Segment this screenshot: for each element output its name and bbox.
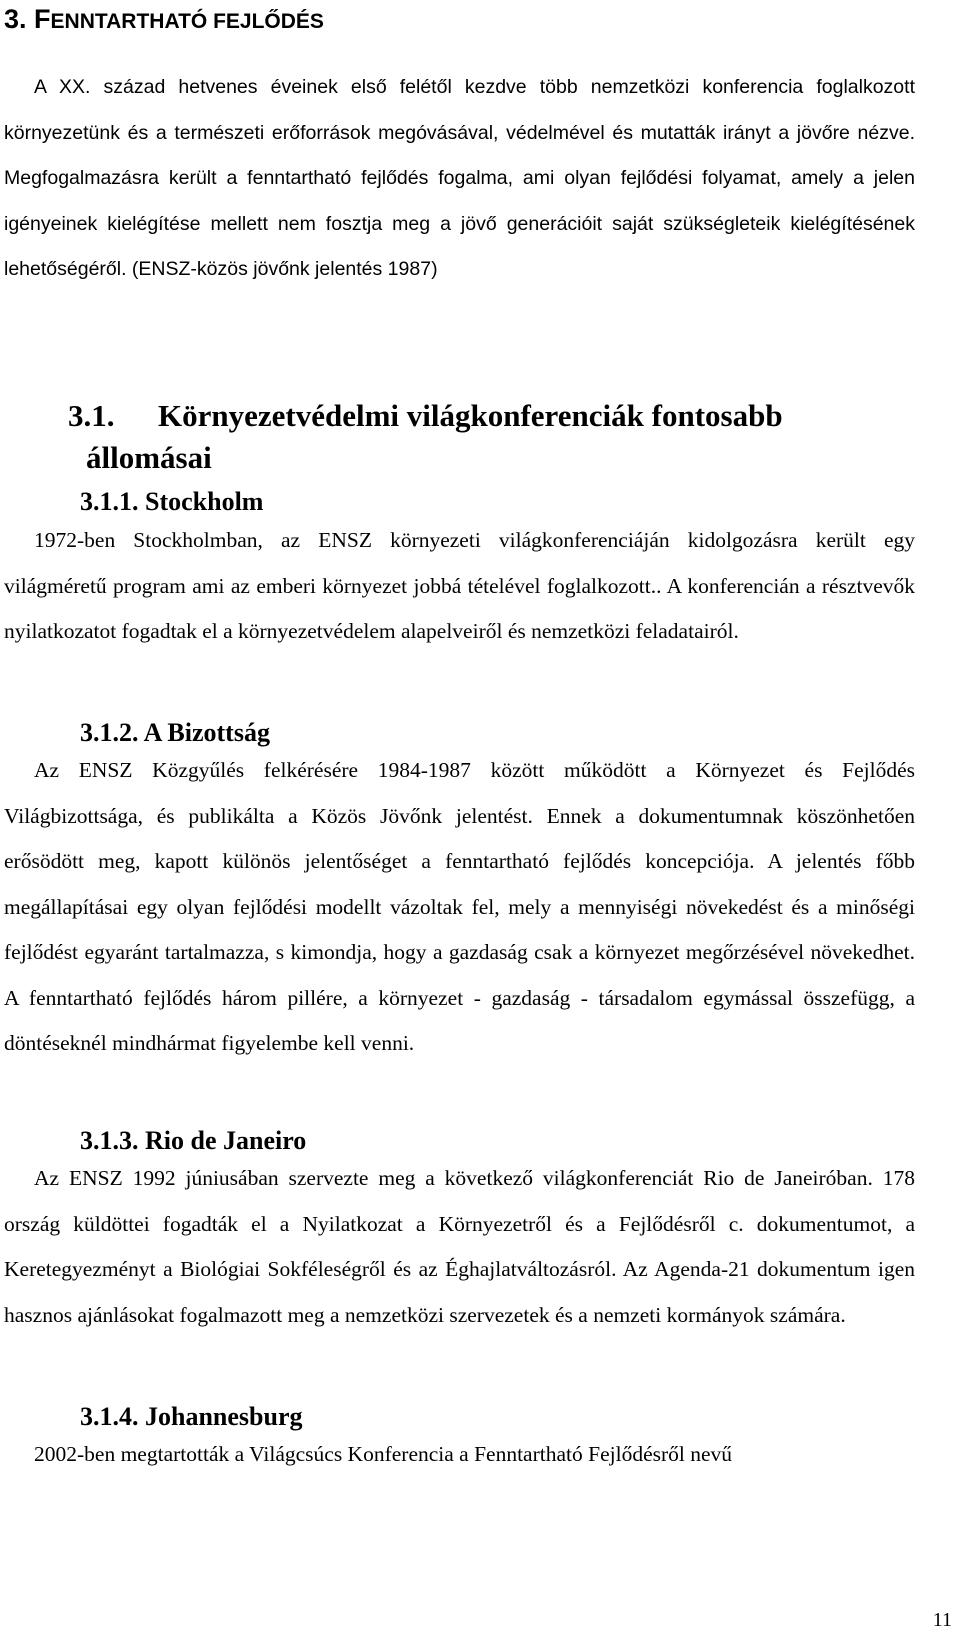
chapter-title-first-letter: F bbox=[34, 4, 51, 34]
section-title bbox=[68, 395, 783, 437]
section-number: 3.1. bbox=[68, 398, 115, 433]
subsection-title-rio: 3.1.3. Rio de Janeiro bbox=[80, 1126, 307, 1155]
subsection-title-johannesburg: 3.1.4. Johannesburg bbox=[80, 1402, 303, 1431]
page-number: 11 bbox=[932, 1609, 952, 1631]
intro-paragraph: A XX. század hetvenes éveinek első felétől kezdve több nemzetközi konferencia foglalkozott környezetünk és a természeti erőforrások megóvásával, védelmével és mutatták irányt a jövőre nézve. Megfogalmazásra került a fenntartható fejlődés fogalma, ami olyan fejlődési folyamat, amely a jelen igényeinek kielégítése mellett nem fosztja meg a jövő generációit saját szükségleteik kielégítésének lehetőségéről. (ENSZ-közös jövőnk jelentés 1987) bbox=[4, 76, 915, 280]
subsection-body-stockholm: 1972-ben Stockholmban, az ENSZ környezeti világkonferenciáján kidolgozásra került egy világméretű program ami az emberi környezet jobbá tételével foglalkozott.. A konferencián a résztvevők nyilatkozatot fogadtak el a környezetvédelem alapelveiről és nemzetközi feladatairól. bbox=[4, 528, 915, 643]
subsection-body-johannesburg: 2002-ben megtartották a Világcsúcs Konferencia a Fenntartható Fejlődésről nevű bbox=[34, 1442, 733, 1466]
subsection-title-stockholm: 3.1.1. Stockholm bbox=[80, 487, 264, 516]
subsection-body-bizottsag: Az ENSZ Közgyűlés felkérésére 1984-1987 között működött a Környezet és Fejlődés Világbizottsága, és publikálta a Közös Jövőnk jelentést. Ennek a dokumentumnak köszönhetően erősödött meg, kapott különös jelentőséget a fenntartható fejlődés koncepciója. A jelentés főbb megállapításai egy olyan fejlődési modellt vázoltak fel, mely a mennyiségi növekedést és a minőségi fejlődést egyaránt tartalmazza, s kimondja, hogy a gazdaság csak a környezet megőrzésével növekedhet. A fenntartható fejlődés három pillére, a környezet - gazdaság - társadalom egymással összefügg, a döntéseknél mindhármat figyelembe kell venni. bbox=[4, 758, 915, 1055]
chapter-title-rest: ENNTARTHATÓ FEJLŐDÉS bbox=[50, 10, 324, 33]
subsection-title-bizottsag: 3.1.2. A Bizottság bbox=[80, 718, 270, 747]
subsection-body-rio: Az ENSZ 1992 júniusában szervezte meg a következő világkonferenciát Rio de Janeiróban. 178 ország küldöttei fogadták el a Nyilatkozat a Környezetről és a Fejlődésről c. dokumentumot, a Keretegyezményt a Biológiai Sokféleségről és az Éghajlatváltozásról. Az Agenda-21 dokumentum igen hasznos ajánlásokat fogalmazott meg a nemzetközi szervezetek és a nemzeti kormányok számára. bbox=[4, 1166, 915, 1327]
chapter-title bbox=[4, 2, 324, 39]
chapter-number: 3. bbox=[4, 4, 35, 34]
section-title-line2: állomásai bbox=[86, 440, 212, 475]
section-title-line1: Környezetvédelmi világkonferenciák fontosabb bbox=[158, 398, 783, 433]
